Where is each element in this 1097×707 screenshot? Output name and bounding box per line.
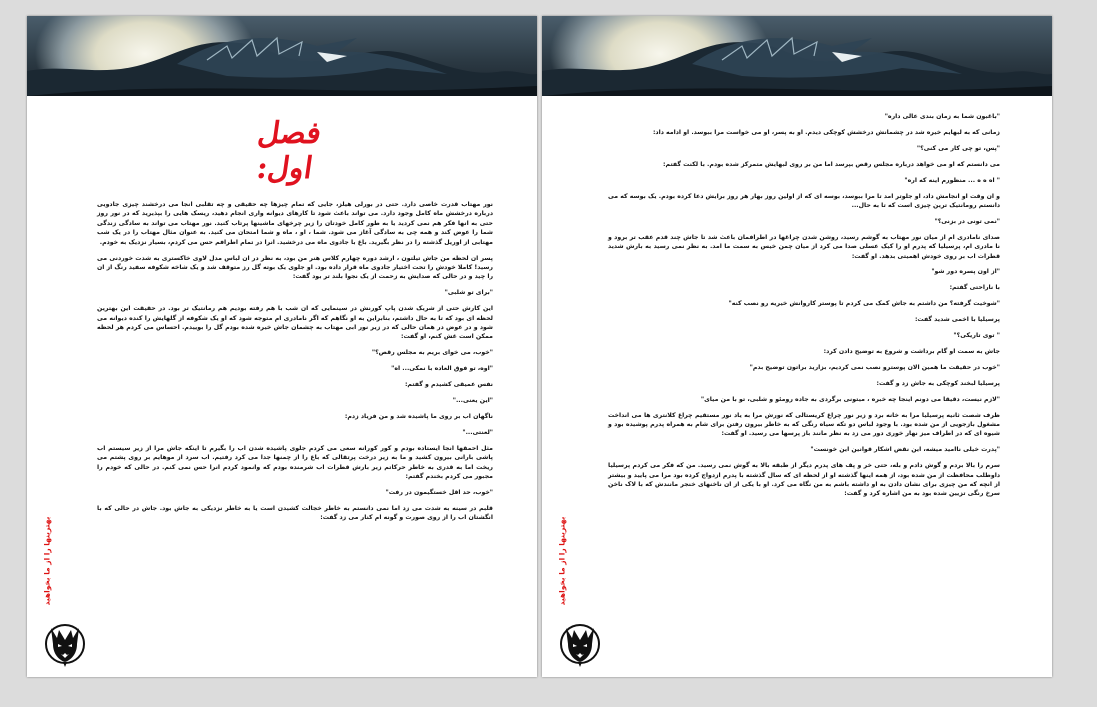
paragraph: "خوب در حقیقت ما همین الان پوسترو نصب نمی کردیم، بزارید براتون توضیح بدم" — [749, 363, 1000, 371]
paragraph: پرسیلیا لبخند کوچکی به جاش زد و گفت: — [876, 379, 1000, 387]
dragon-moon-banner — [542, 16, 1052, 96]
paragraph: "این یعنی..." — [452, 397, 493, 404]
wolf-medallion-icon — [43, 622, 87, 668]
paragraph: قلبم در سینه به شدت می زد اما نمی دانستم به خاطر خجالت کشیدن است یا به خاطر نزدیکی به جاش بود. جاش در حالی که با انگشتان اب را از روی صورت و گونه ام کنار می زد گفت: — [97, 504, 493, 522]
paragraph: " توی تاریکی؟" — [953, 332, 1000, 340]
paragraph: "پس، تو چی کار می کنی؟" — [916, 144, 1000, 152]
document-page-left — [27, 16, 537, 677]
dragon-silhouette-icon — [27, 16, 537, 96]
wolf-medallion-icon — [558, 622, 602, 668]
paragraph: نور مهتاب قدرت خاصی دارد. حتی در بورلی هیلز، جایی که تمام چیزها چه حقیقی و چه تقلبی انجا می درخشند چیزی جادویی درباره درخشش ماه کامل وجود دارد. می تواند باعث شود تا کارهای دیوانه واری انجام دهید، ریسک هایی را بپذیرید که در نور روز حتی به انها فکر هم نمی کردید یا به طور کامل خودتان را زیر چرخهای ماشینها پرتاب کنید. نور مهتاب می تواند به سادگی زندگی شما را عوض کند و همه چی به سادگی آغاز می شود. شما ، او ، ماه و شما امتحان می کنید. به عنوان مثال مهتاب را در یک شب مهتابی از اوریل گذشته را در نظر بگیرید. باغ با جادوی ماه می درخشید. انرا در تمام اطرافم حس می کردم، بسیار نزدیک به خودم. — [97, 201, 493, 246]
document-page-right — [542, 16, 1052, 677]
paragraph: "نمی تونی در بزنی؟" — [934, 217, 1000, 225]
left-page-body — [97, 200, 493, 529]
paragraph: جاش به سمت او گام برداشت و شروع به توضیح دادن کرد: — [823, 348, 1000, 355]
dragon-moon-banner — [27, 16, 537, 96]
paragraph: " اه ه ه ... منظورم اینه که اره" — [904, 176, 1000, 184]
paragraph: "از اون پسره دور شو" — [931, 268, 1000, 276]
paragraph: پسر ان لحظه من جاش تیلتون ، ارشد دوره چهارم کلاس هنر من بود، به نظر در ان لباس مدل لاوی خاکستری به شدت خوردنی می رسید! کاملا خودش را تحت اختیار جادوی ماه قرار داده بود. او جلوی یک بوته گل رز متوقف شد و یک شاخه شکوفه سفید رنگ از ان را چید و در حالی که صدایش به زحمت از یک نجوا بلند تر بود گفت: — [97, 254, 493, 281]
paragraph: "برای تو شلبی" — [444, 289, 493, 297]
paragraph: "اوه، تو فوق العاده با نمکی... اه" — [391, 365, 493, 373]
paragraph: ناگهان اب بر روی ما پاشیده شد و من فریاد زدم: — [344, 412, 493, 420]
side-note-text: بهترینها را از ما بخواهید — [42, 516, 52, 606]
paragraph: این کارش حتی از شریک شدن پاپ کورنش در سینمایی که ان شب با هم رفته بودیم هم رمانتیک تر بود. در حقیقت این بهترین لحظه ای بود که تا به حال داشتم، بنابراین به او نگاهم که اگر نامادری ام متوجه شود که او یک شکوفه از گلهایش را کنده دیوانه می شود و در عوض در همان حالی که در زیر نور ابی مهتاب به چشمان جاش خیره شده بودم گل را بوییدم. احساس می کردم هر لحظه ممکن است غش کنم، او گفت: — [97, 305, 493, 341]
side-note-text: بهترینها را از ما بخواهید — [557, 516, 567, 606]
paragraph: مثل احمقها انجا ایستاده بودم و کور کورانه سعی می کردم جلوی پاشیده شدن اب را بگیرم تا اینکه جاش مرا از زیر سیستم اب پاشی بارانی بیرون کشید و ما به زیر درخت پرتقالی که باغ را از چمنها جدا می کرد رفتیم. اب سرد از موهایم بر روی پشتم می ریخت اما به قدری به خاطر حرکاتم زیر بارش قطرات اب شرمنده بودم که وانمود کردم انرا حس نمی کنم. در حالی که خودم را مجبور می کردم بخندم گفتم: — [97, 444, 493, 480]
paragraph: "باغبون شما به زمان بندی عالی داره" — [884, 113, 1000, 120]
paragraph: نفس عمیقی کشیدم و گفتم: — [404, 381, 493, 389]
paragraph: پرسیلیا با اخمی شدید گفت: — [914, 316, 1000, 324]
chapter-title: فصل اول: — [254, 116, 324, 186]
paragraph: زمانی که به لبهایم خیره شد در چشمانش درخشش کوچکی دیدم. او به پسر، او می خواست مرا ببوسد. او ادامه داد: — [652, 128, 1000, 136]
paragraph: "شوخیت گرفته؟ من داشتم به جاش کمک می کردم تا پوستر کاروانش خیریه رو نصب کنه" — [728, 300, 1000, 308]
paragraph: صدای نامادری ام از میان نور مهتاب به گوشم رسید، روشن شدن چراغها در اطرافمان باعث شد تا جاش چند قدم عقب تر برود و نا مادری ام، پرسیلیا که پدرم او را کیک عسلی صدا می کرد از میان چمن خیس به سمت ما امد. به نظر نمی رسید به بارش شدید قطرات اب بر روی خودش اهمیتی بدهد. او گفت: — [608, 233, 1000, 260]
paragraph: "پدرت خیلی ناامید میشه، این نقض اشکار قوانین این خونست" — [810, 446, 1000, 454]
side-note — [36, 486, 58, 636]
paragraph: "خوب، حد اقل خستگیمون در رفت" — [385, 488, 493, 496]
paragraph: "خوب، می خوای بریم به مجلس رقص؟" — [371, 349, 493, 357]
paragraph: می دانستم که او می خواهد درباره مجلس رقص بپرسد اما من بر روی لبهایش متمرکز شده بودم. با لکنت گفتم: — [663, 160, 1000, 168]
paragraph: سرم را بالا بردم و گوش دادم و بله، حتی خر و پف های پدرم دیگر از طبقه بالا به گوش نمی رسید. من که فکر می کردم پرسیلیا داوطلب محافظت از من شده بود، از همه اینها گذشته او از لحظه ای که سال گذشته با پدرم ازدواج کرده بود مرا می پایید و بیشتر از انچه که من چیزی برای نشان دادن به او داشته باشم به من نگاه می کرد. او با یکی از ان ناخنهای خنجر مانندش که با لاک ناخن سرخ رنگی تزیین شده بود به من اشاره کرد و گفت: — [608, 462, 1000, 498]
paragraph: با ناراحتی گفتم: — [949, 284, 1000, 292]
right-page-body — [608, 112, 1000, 505]
side-note — [551, 486, 573, 636]
paragraph: و ان وقت او انجامش داد، او جلوتر امد تا مرا ببوسد، بوسه ای که از اولین روز بهار هر روز برایش دعا کرده بودم. یک بوسه که می دانستم رومانتیک ترین چیزی است که تا به حال... — [608, 192, 1000, 209]
dragon-silhouette-icon — [542, 16, 1052, 96]
paragraph: ظرف شصت ثانیه پرسیلیا مرا به خانه برد و زیر نور چراغ کریستالی که نورش مرا به یاد نور مستقیم چراغ کلانتری ها می انداخت مشغول بازجویی از من شده بود. با وجود لباس دو تکه سیاه رنگی که به خاطر بیرون رفتن برای شام به همراه پدرم پوشیده بود و شیوه ای که در اطراف میز نهار خوری دور می زد به نظر مانند باز پرسها می رسید. او گفت: — [608, 411, 1000, 438]
paragraph: "لازم نیست، دقیقا می دونم اینجا چه خبره ، میتونی برگردی به جاده رومئو و شلبی، تو با من میای" — [700, 395, 1000, 403]
paragraph: "لعنتی..." — [462, 428, 493, 436]
